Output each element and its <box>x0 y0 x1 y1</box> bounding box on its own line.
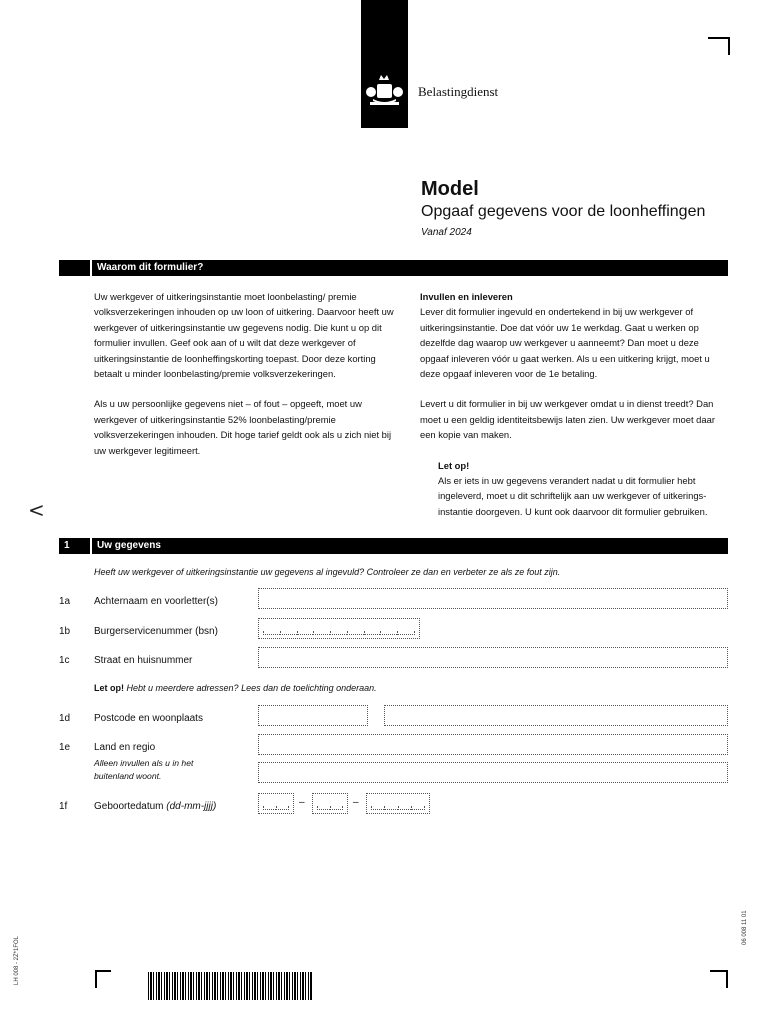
section-label: Waarom dit formulier? <box>97 262 204 273</box>
info-paragraph: Uw werkgever of uitkeringsinstantie moet loonbelasting/ premie volksverzekeringen inhouden op uw loon of uitkering. Daarvoor heeft uw werkgever of uitkeringsinstantie uw gegevens nodig. Die kunt u op dit formulier invullen. Geef ook aan of u wilt dat deze werkgever of uitkeringsinstantie de loonheffingskorting toepast. Door deze korting betaalt u minder loonbelasting/premie volksverzekeringen. <box>94 291 394 380</box>
section-bar-1 <box>59 538 728 554</box>
form-validity: Vanaf 2024 <box>421 227 472 238</box>
crop-mark-bottom-right <box>710 970 728 988</box>
surname-initials-field[interactable] <box>258 588 728 609</box>
row-label: Burgerservicenummer (bsn) <box>94 626 218 637</box>
section-bar-why <box>59 260 728 276</box>
section-label: Uw gegevens <box>97 540 161 551</box>
crop-mark-bottom-left <box>95 970 111 988</box>
date-separator: – <box>299 797 305 808</box>
warning-block <box>438 458 730 520</box>
section-intro: Heeft uw werkgever of uitkeringsinstantie uw gegevens al ingevuld? Controleer ze dan en verbeter ze als ze fout zijn. <box>94 567 561 577</box>
city-field[interactable] <box>384 705 728 726</box>
bsn-field[interactable] <box>258 618 420 639</box>
warning-heading: Let op! <box>438 459 470 471</box>
row-number: 1c <box>59 655 70 666</box>
row-number: 1f <box>59 801 68 812</box>
info-paragraph: Lever dit formulier ingevuld en ondertekend in bij uw werkgever of uitkeringsinstantie. Doe dat vóór uw 1e werkdag. Gaat u werken op dezelfde dag waarop uw werkgever u aanneemt? Dan moet u deze opgaaf inleveren vóór u gaat werken. Als u een uitkering krijgt, moet u deze opgaaf inleveren voor de 1e betaling. <box>420 306 710 380</box>
birth-day-field[interactable] <box>258 793 294 814</box>
info-heading: Invullen en inleveren <box>420 291 513 302</box>
row-number: 1b <box>59 626 71 637</box>
brand-name: Belastingdienst <box>418 84 499 99</box>
chevron-left-icon[interactable]: < <box>28 498 45 522</box>
note-text: Hebt u meerdere adressen? Lees dan de toelichting onderaan. <box>124 683 377 693</box>
row-sublabel: Alleen invullen als u in het <box>94 758 194 768</box>
section-number: 1 <box>64 540 70 551</box>
row-label: Land en regio <box>94 742 156 753</box>
birth-month-field[interactable] <box>312 793 348 814</box>
info-right-column <box>420 289 730 519</box>
form-code-left: LH 008 - 2Z*1FOL <box>14 935 20 985</box>
form-code-right: 06 008 11 01 <box>742 910 748 945</box>
crop-mark-top-right <box>708 37 730 55</box>
row-label: Postcode en woonplaats <box>94 713 203 724</box>
row-sublabel: buitenland woont. <box>94 771 162 781</box>
birth-year-field[interactable] <box>366 793 430 814</box>
form-title: Model <box>421 178 479 200</box>
region-field[interactable] <box>258 762 728 783</box>
form-subtitle: Opgaaf gegevens voor de loonheffingen <box>421 203 706 220</box>
logo-band <box>361 0 408 128</box>
info-left-column <box>94 289 394 473</box>
note-bold: Let op! <box>94 683 124 693</box>
row-number: 1d <box>59 713 71 724</box>
row-number: 1a <box>59 596 71 607</box>
date-separator: – <box>353 797 359 808</box>
multiple-address-note <box>94 683 377 693</box>
info-paragraph: Als u uw persoonlijke gegevens niet – of fout – opgeeft, moet uw werkgever of uitkeringsinstantie 52% loonbelasting/premie volksverzekeringen inhouden. Dit hoge tarief geldt ook als u zich niet bij uw werkgever legitimeert. <box>94 398 392 456</box>
postcode-field[interactable] <box>258 705 368 726</box>
row-label: Achternaam en voorletter(s) <box>94 596 218 607</box>
row-label-text: Geboortedatum <box>94 801 164 812</box>
row-label <box>94 801 216 812</box>
info-paragraph: Levert u dit formulier in bij uw werkgever omdat u in dienst treedt? Dan moet u een geldig identiteitsbewijs laten zien. Uw werkgever moet daar een kopie van maken. <box>420 398 715 441</box>
country-field[interactable] <box>258 734 728 755</box>
street-housenumber-field[interactable] <box>258 647 728 668</box>
warning-text: Als er iets in uw gegevens verandert nadat u dit formulier hebt ingeleverd, moet u dit schriftelijk aan uw werkgever of uitkerings-instantie doorgeven. U kunt ook daarvoor dit formulier gebruiken. <box>438 475 708 517</box>
row-label: Straat en huisnummer <box>94 655 193 666</box>
row-number: 1e <box>59 742 71 753</box>
barcode <box>148 972 313 1000</box>
royal-coat-of-arms-icon <box>361 0 408 128</box>
date-format-hint: (dd-mm-jjjj) <box>166 801 217 812</box>
